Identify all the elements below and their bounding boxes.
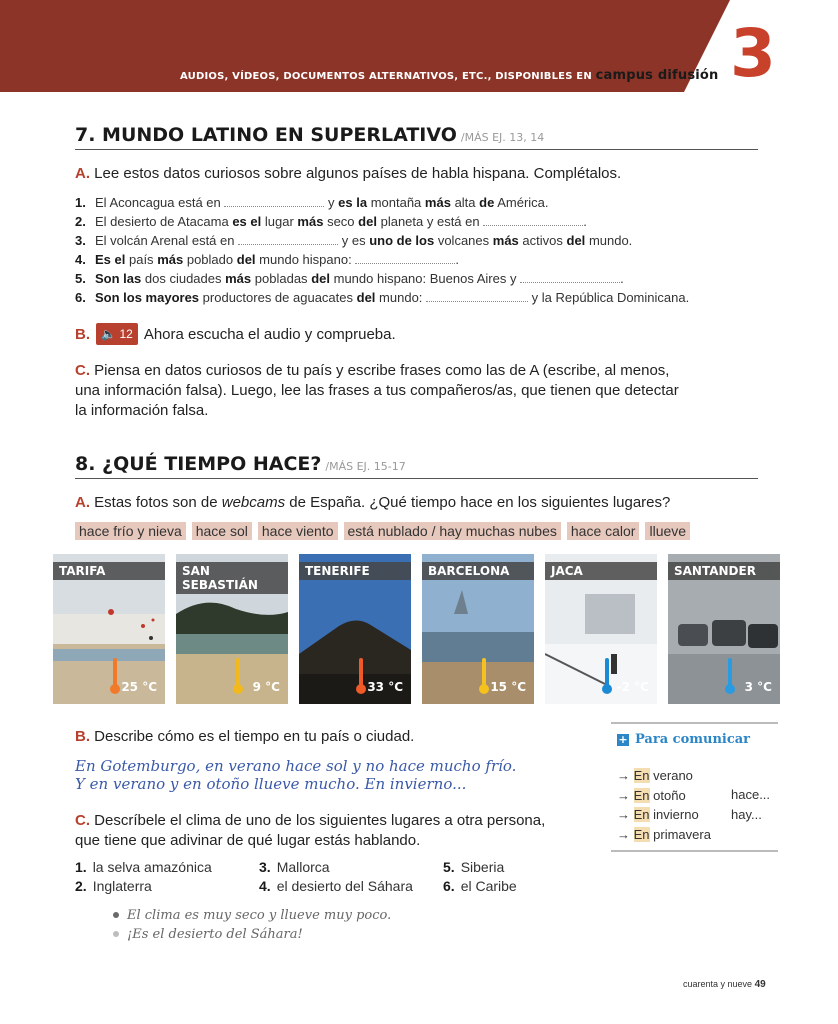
temperature: 15 °C <box>490 680 526 694</box>
section-8-ref: /MÁS EJ. 15-17 <box>325 460 406 473</box>
activity-8c <box>75 811 545 851</box>
page-footer <box>683 979 766 990</box>
highlight: En <box>633 807 650 822</box>
item-number: 3. <box>259 859 271 875</box>
item-text: . <box>455 252 459 267</box>
section-7-title <box>75 124 544 146</box>
item-number: 5. <box>75 271 86 286</box>
section-8-rule <box>75 478 758 479</box>
thermometer-icon <box>478 656 490 696</box>
list-item <box>75 877 212 896</box>
places-column-1 <box>75 858 212 896</box>
activity-letter: A. <box>75 165 90 182</box>
temperature: 9 °C <box>252 680 280 694</box>
place-label: TARIFA <box>53 562 165 580</box>
item-number: 2. <box>75 214 86 229</box>
item-text: país <box>128 252 154 267</box>
webcam-photo-san-sebastian <box>176 554 288 704</box>
place-name: el desierto del Sáhara <box>276 878 413 894</box>
answer-blank[interactable] <box>426 290 528 302</box>
item-bold: uno de los <box>369 233 435 248</box>
item-text: América. <box>497 195 549 210</box>
weather-chip[interactable]: hace calor <box>567 522 640 540</box>
activity-7b <box>75 323 396 345</box>
item-bold: más <box>424 195 451 210</box>
list-item <box>617 766 711 786</box>
thermometer-icon <box>601 656 613 696</box>
item-bold: del <box>311 271 330 286</box>
item-text: El Aconcagua está en <box>95 195 221 210</box>
item-text: alta <box>454 195 476 210</box>
season-list <box>617 766 711 844</box>
place-name: la selva amazónica <box>92 859 212 875</box>
weather-chip[interactable]: hace sol <box>192 522 252 540</box>
activity-text: Ahora escucha el audio y comprueba. <box>143 326 396 343</box>
activity-line <box>75 361 679 381</box>
activity-7a <box>75 164 621 184</box>
item-number: 4. <box>75 252 86 267</box>
section-8-title <box>75 453 406 475</box>
activity-italic: webcams <box>221 494 286 511</box>
page-number-words: cuarenta y nueve <box>683 979 753 989</box>
list-item <box>617 805 711 825</box>
item-number: 3. <box>75 233 86 248</box>
item-number: 1. <box>75 195 86 210</box>
item-text: y la República Dominicana. <box>531 290 690 305</box>
place-label: JACA <box>545 562 657 580</box>
answer-blank[interactable] <box>520 271 620 283</box>
item-bold: es la <box>338 195 368 210</box>
list-item <box>75 288 689 307</box>
activity-line: una información falsa). Luego, lee las frases a tus compañeros/as, que tienen que detectar <box>75 382 679 399</box>
place-label: BARCELONA <box>422 562 534 580</box>
place-name: Siberia <box>460 859 505 875</box>
item-text: El volcán Arenal está en <box>95 233 235 248</box>
place-name: Mallorca <box>276 859 330 875</box>
section-7-title-text: 7. MUNDO LATINO EN SUPERLATIVO <box>75 124 457 146</box>
activity-text: Piensa en datos curiosos de tu país y escribe frases como las de A (escribe, al menos, <box>94 362 670 379</box>
item-bold: Es el <box>95 252 126 267</box>
arrow-icon: → <box>617 807 630 822</box>
place-name: el Caribe <box>460 878 517 894</box>
activity-text: Lee estos datos curiosos sobre algunos países de habla hispana. Complétalos. <box>94 165 622 182</box>
temperature: 3 °C <box>744 680 772 694</box>
item-text: pobladas <box>254 271 308 286</box>
highlight: En <box>633 826 650 842</box>
item-number: 4. <box>259 878 271 894</box>
webcam-photo-barcelona <box>422 554 534 704</box>
item-bold: Son las <box>95 271 142 286</box>
handwritten-line: Y en verano y en otoño llueve mucho. En invierno... <box>75 775 467 793</box>
item-number: 1. <box>75 859 87 875</box>
list-item <box>75 858 212 877</box>
webcam-photo-tenerife <box>299 554 411 704</box>
weather-chip[interactable]: está nublado / hay muchas nubes <box>344 522 561 540</box>
list-item <box>617 786 711 806</box>
weather-chip[interactable]: hace frío y nieva <box>75 522 186 540</box>
thermometer-icon <box>724 656 736 696</box>
item-text: mundo: <box>379 290 423 305</box>
temperature: -2 °C <box>616 680 649 694</box>
item-number: 5. <box>443 859 455 875</box>
item-bold: del <box>236 252 256 267</box>
activity-text: Describe cómo es el tiempo en tu país o ciudad. <box>94 728 415 745</box>
arrow-icon: → <box>617 826 630 842</box>
list-item <box>75 250 689 269</box>
item-text: seco <box>327 214 355 229</box>
list-item <box>75 212 689 231</box>
highlight: En <box>633 768 650 783</box>
item-text: activos <box>522 233 563 248</box>
arrow-icon: → <box>617 768 630 783</box>
audio-button[interactable] <box>96 323 138 345</box>
activity-text: Descríbele el clima de uno de los siguientes lugares a otra persona, <box>94 812 546 829</box>
item-text: . <box>583 214 587 229</box>
section-7-rule <box>75 149 758 150</box>
box-title-text: Para comunicar <box>635 732 751 747</box>
activity-letter: A. <box>75 494 90 511</box>
activity-8a <box>75 493 670 513</box>
place-label: SANTANDER <box>668 562 780 580</box>
handwritten-line: En Gotemburgo, en verano hace sol y no hace mucho frío. <box>75 757 517 775</box>
activity-letter: C. <box>75 812 90 829</box>
activity-letter: B. <box>75 326 90 343</box>
item-bold: del <box>356 290 376 305</box>
weather-chip[interactable]: llueve <box>645 522 690 540</box>
verb-item: hace... <box>731 787 771 802</box>
example-dialogue <box>113 906 391 944</box>
speaker-icon: 🔈 <box>101 327 117 341</box>
list-item <box>443 877 517 896</box>
item-number: 6. <box>75 290 86 305</box>
webcam-photo-jaca <box>545 554 657 704</box>
example-text: El clima es muy seco y llueve muy poco. <box>127 908 392 923</box>
item-text: y es <box>341 233 366 248</box>
verb-list <box>731 785 770 824</box>
list-item <box>617 825 711 845</box>
item-bold: es el <box>232 214 262 229</box>
header-note <box>180 68 719 83</box>
unit-number: 3 <box>730 15 776 92</box>
example-line <box>113 925 391 944</box>
item-text: El desierto de Atacama <box>95 214 229 229</box>
item-text: dos ciudades <box>144 271 222 286</box>
item-text: planeta y está en <box>380 214 480 229</box>
item-bold: de <box>479 195 495 210</box>
example-text: ¡Es el desierto del Sáhara! <box>127 927 303 942</box>
activity-text: Estas fotos son de <box>94 494 218 511</box>
season-text: invierno <box>653 807 699 822</box>
answer-blank[interactable] <box>483 214 583 226</box>
weather-chips <box>75 522 690 540</box>
header-note-text: AUDIOS, VÍDEOS, DOCUMENTOS ALTERNATIVOS, ETC., DISPONIBLES EN <box>180 71 592 82</box>
activity-line <box>75 811 545 831</box>
para-comunicar-title <box>617 732 750 747</box>
answer-blank[interactable] <box>224 195 324 207</box>
item-text: . <box>620 271 624 286</box>
answer-blank[interactable] <box>238 233 338 245</box>
place-label: SAN SEBASTIÁN <box>176 562 288 594</box>
speaker-dot <box>113 931 119 937</box>
section-7-ref: /MÁS EJ. 13, 14 <box>460 131 545 144</box>
item-text: poblado <box>186 252 234 267</box>
highlight: En <box>633 787 650 803</box>
thermometer-icon <box>232 656 244 696</box>
temperature: 25 °C <box>121 680 157 694</box>
campus-difusion-link[interactable]: campus difusión <box>595 68 719 83</box>
item-bold: más <box>157 252 184 267</box>
item-text: mundo hispano: Buenos Aires y <box>333 271 517 286</box>
list-item <box>75 231 689 250</box>
activity-8b <box>75 727 414 747</box>
activity-line: que tiene que adivinar de qué lugar estás hablando. <box>75 832 421 849</box>
handwritten-answer <box>75 757 516 793</box>
page-number: 49 <box>754 979 766 990</box>
example-line <box>113 906 391 925</box>
activity-line: la información falsa. <box>75 402 209 419</box>
para-comunicar-box <box>611 722 778 852</box>
header-band <box>0 0 838 92</box>
item-bold: más <box>297 214 324 229</box>
places-column-3 <box>443 858 517 896</box>
temperature: 33 °C <box>367 680 403 694</box>
list-item <box>259 858 413 877</box>
section-8-title-text: 8. ¿QUÉ TIEMPO HACE? <box>75 453 322 475</box>
verb-item: hay... <box>731 806 762 822</box>
item-text: mundo. <box>588 233 633 248</box>
place-name: Inglaterra <box>92 878 152 894</box>
item-text: mundo hispano: <box>259 252 352 267</box>
item-text: volcanes <box>437 233 490 248</box>
item-text: lugar <box>264 214 294 229</box>
item-bold: del <box>566 233 586 248</box>
superlative-list <box>75 193 689 307</box>
item-bold: Son los mayores <box>95 290 200 305</box>
audio-number: 12 <box>119 327 133 341</box>
item-text: y <box>328 195 335 210</box>
answer-blank[interactable] <box>355 252 455 264</box>
list-item <box>75 269 689 288</box>
speaker-dot <box>113 912 119 918</box>
season-text: verano <box>653 768 693 783</box>
webcam-photos <box>53 554 780 704</box>
list-item <box>259 877 413 896</box>
places-column-2 <box>259 858 413 896</box>
item-number: 6. <box>443 878 455 894</box>
activity-letter: C. <box>75 362 90 379</box>
item-text: montaña <box>370 195 422 210</box>
item-text: productores de aguacates <box>202 290 353 305</box>
list-item <box>75 193 689 212</box>
season-text: otoño <box>653 787 686 803</box>
item-bold: más <box>492 233 519 248</box>
weather-chip[interactable]: hace viento <box>258 522 338 540</box>
webcam-photo-santander <box>668 554 780 704</box>
activity-text: de España. ¿Qué tiempo hace en los siguientes lugares? <box>289 494 671 511</box>
item-bold: del <box>358 214 377 229</box>
item-bold: más <box>225 271 252 286</box>
activity-letter: B. <box>75 728 90 745</box>
season-text: primavera <box>653 826 711 842</box>
list-item <box>443 858 517 877</box>
place-label: TENERIFE <box>299 562 411 580</box>
arrow-icon: → <box>617 787 630 803</box>
plus-icon: + <box>618 733 628 746</box>
activity-7c <box>75 361 679 421</box>
thermometer-icon <box>355 656 367 696</box>
webcam-photo-tarifa <box>53 554 165 704</box>
thermometer-icon <box>109 656 121 696</box>
item-number: 2. <box>75 878 87 894</box>
